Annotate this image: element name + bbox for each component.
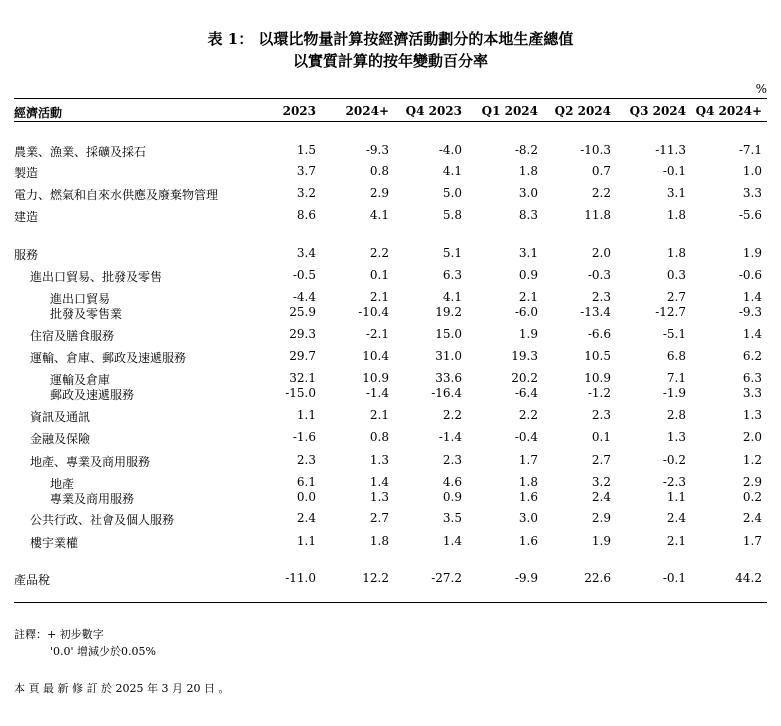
table-cell: 1.4 — [742, 327, 762, 341]
table-cell: 0.9 — [518, 268, 538, 282]
table-cell: -6.6 — [587, 327, 611, 341]
table-cell: 2.2 — [369, 246, 389, 260]
row-label: 製造 — [14, 166, 39, 180]
table-cell: -9.3 — [738, 305, 762, 319]
table-cell: -1.4 — [438, 430, 462, 444]
table-cell: 1.7 — [518, 453, 538, 467]
table-cell: 1.8 — [518, 475, 538, 489]
table-cell: 1.5 — [296, 143, 316, 157]
table-subtitle: 以實質計算的按年變動百分率 — [292, 52, 488, 70]
table-cell: 7.1 — [666, 371, 686, 385]
row-label: 產品稅 — [14, 573, 51, 587]
table-cell: 3.2 — [296, 186, 316, 200]
table-cell: 10.9 — [584, 371, 611, 385]
table-cell: 2.3 — [591, 408, 611, 422]
table-cell: 2.2 — [518, 408, 538, 422]
table-cell: 1.3 — [369, 490, 389, 504]
table-cell: 1.6 — [518, 534, 538, 548]
header-col-1: 2024+ — [345, 104, 389, 118]
table-title: 表 1： 以環比物量計算按經濟活動劃分的本地生產總值 — [207, 30, 574, 48]
table-cell: 3.3 — [742, 386, 762, 400]
header-col-6: Q4 2024+ — [695, 104, 762, 118]
table-cell: 2.8 — [666, 408, 686, 422]
table-cell: 33.6 — [435, 371, 462, 385]
header-col-4: Q2 2024 — [554, 104, 611, 118]
table-cell: 8.6 — [296, 208, 316, 222]
table-cell: 2.1 — [369, 408, 389, 422]
header-col-3: Q1 2024 — [481, 104, 538, 118]
table-cell: 3.1 — [518, 246, 538, 260]
row-label: 地產、專業及商用服務 — [30, 455, 151, 469]
header-activity: 經濟活動 — [14, 106, 63, 120]
table-cell: -1.6 — [292, 430, 316, 444]
table-cell: 6.1 — [296, 475, 316, 489]
table-cell: 44.2 — [735, 571, 762, 585]
table-cell: -5.6 — [738, 208, 762, 222]
table-cell: -0.6 — [738, 268, 762, 282]
table-cell: -10.4 — [358, 305, 389, 319]
table-cell: -0.5 — [292, 268, 316, 282]
table-cell: 1.3 — [369, 453, 389, 467]
table-cell: -0.3 — [587, 268, 611, 282]
table-cell: 10.4 — [362, 349, 389, 363]
row-label: 運輸及倉庫 — [50, 373, 111, 387]
table-cell: 2.1 — [369, 290, 389, 304]
table-cell: -27.2 — [431, 571, 462, 585]
table-cell: 0.0 — [296, 490, 316, 504]
row-label: 進出口貿易 — [50, 292, 111, 306]
table-cell: 3.7 — [296, 164, 316, 178]
table-cell: 3.5 — [442, 511, 462, 525]
table-cell: 3.2 — [591, 475, 611, 489]
row-label: 批發及零售業 — [50, 307, 123, 321]
table-cell: 12.2 — [362, 571, 389, 585]
table-cell: 1.6 — [518, 490, 538, 504]
table-cell: 0.7 — [591, 164, 611, 178]
table-cell: 2.1 — [666, 534, 686, 548]
table-cell: 2.9 — [369, 186, 389, 200]
row-label: 進出口貿易、批發及零售 — [30, 270, 163, 284]
table-cell: 1.9 — [518, 327, 538, 341]
table-cell: 1.0 — [742, 164, 762, 178]
row-label: 建造 — [14, 210, 39, 224]
table-cell: 2.3 — [296, 453, 316, 467]
table-cell: -1.4 — [365, 386, 389, 400]
row-label: 電力、燃氣和自來水供應及廢棄物管理 — [14, 188, 219, 202]
row-label: 服務 — [14, 248, 39, 262]
table-cell: 1.1 — [666, 490, 686, 504]
table-cell: 0.1 — [591, 430, 611, 444]
table-cell: 3.0 — [518, 511, 538, 525]
table-cell: 31.0 — [435, 349, 462, 363]
table-cell: 15.0 — [435, 327, 462, 341]
table-cell: 5.8 — [442, 208, 462, 222]
table-cell: 1.3 — [742, 408, 762, 422]
table-cell: 5.1 — [442, 246, 462, 260]
table-cell: 5.0 — [442, 186, 462, 200]
table-cell: 25.9 — [289, 305, 316, 319]
table-cell: 1.4 — [442, 534, 462, 548]
table-cell: 0.3 — [666, 268, 686, 282]
table-cell: 1.8 — [666, 208, 686, 222]
table-cell: -5.1 — [662, 327, 686, 341]
table-cell: 2.7 — [591, 453, 611, 467]
table-cell: -7.1 — [738, 143, 762, 157]
table-cell: 2.3 — [442, 453, 462, 467]
table-cell: 2.1 — [518, 290, 538, 304]
table-cell: 10.9 — [362, 371, 389, 385]
table-cell: 29.7 — [289, 349, 316, 363]
table-cell: 22.6 — [584, 571, 611, 585]
table-cell: 8.3 — [518, 208, 538, 222]
table-cell: 32.1 — [289, 371, 316, 385]
table-cell: 2.4 — [296, 511, 316, 525]
table-cell: 3.4 — [296, 246, 316, 260]
table-cell: 2.9 — [742, 475, 762, 489]
table-cell: 2.0 — [742, 430, 762, 444]
table-cell: 4.1 — [442, 164, 462, 178]
table-cell: -1.9 — [662, 386, 686, 400]
table-cell: 19.3 — [511, 349, 538, 363]
table-cell: -0.4 — [514, 430, 538, 444]
table-cell: -15.0 — [285, 386, 316, 400]
table-cell: 0.9 — [442, 490, 462, 504]
table-cell: -1.2 — [587, 386, 611, 400]
table-cell: 2.2 — [591, 186, 611, 200]
table-cell: 0.2 — [742, 490, 762, 504]
header-col-5: Q3 2024 — [629, 104, 686, 118]
table-cell: 19.2 — [435, 305, 462, 319]
table-cell: -9.3 — [365, 143, 389, 157]
last-updated: 本 頁 最 新 修 訂 於 2025 年 3 月 20 日 。 — [14, 682, 230, 695]
table-cell: -16.4 — [431, 386, 462, 400]
row-label: 金融及保險 — [30, 432, 91, 446]
header-col-2: Q4 2023 — [405, 104, 462, 118]
table-cell: 1.1 — [296, 534, 316, 548]
table-cell: -8.2 — [514, 143, 538, 157]
table-cell: 3.0 — [518, 186, 538, 200]
table-cell: 1.4 — [742, 290, 762, 304]
table-cell: 6.8 — [666, 349, 686, 363]
row-label: 住宿及膳食服務 — [30, 329, 115, 343]
table-cell: 2.3 — [591, 290, 611, 304]
row-label: 專業及商用服務 — [50, 492, 135, 506]
table-cell: 10.5 — [584, 349, 611, 363]
table-cell: -4.0 — [438, 143, 462, 157]
table-cell: -0.2 — [662, 453, 686, 467]
table-cell: 3.1 — [666, 186, 686, 200]
header-bottom-rule — [14, 121, 767, 122]
table-cell: 0.8 — [369, 164, 389, 178]
table-cell: 1.2 — [742, 453, 762, 467]
row-label: 樓宇業權 — [30, 536, 79, 550]
table-cell: -2.1 — [365, 327, 389, 341]
row-label: 資訊及通訊 — [30, 410, 91, 424]
footnote-provisional: 註釋：+ 初步數字 — [14, 628, 104, 641]
row-label: 地產 — [50, 477, 75, 491]
row-label: 公共行政、社會及個人服務 — [30, 513, 175, 527]
table-cell: 2.0 — [591, 246, 611, 260]
table-cell: 0.8 — [369, 430, 389, 444]
table-cell: 3.3 — [742, 186, 762, 200]
table-cell: -12.7 — [655, 305, 686, 319]
table-cell: -0.1 — [662, 164, 686, 178]
table-cell: 2.9 — [591, 511, 611, 525]
table-cell: -0.1 — [662, 571, 686, 585]
table-cell: 1.4 — [369, 475, 389, 489]
table-cell: 20.2 — [511, 371, 538, 385]
table-cell: 1.1 — [296, 408, 316, 422]
unit-label: % — [755, 82, 767, 96]
table-cell: 1.9 — [742, 246, 762, 260]
table-cell: -13.4 — [580, 305, 611, 319]
table-cell: 2.4 — [742, 511, 762, 525]
table-cell: 6.2 — [742, 349, 762, 363]
table-cell: -2.3 — [662, 475, 686, 489]
table-cell: -6.4 — [514, 386, 538, 400]
table-cell: 2.7 — [369, 511, 389, 525]
table-cell: 4.1 — [369, 208, 389, 222]
table-cell: 0.1 — [369, 268, 389, 282]
header-top-rule — [14, 98, 767, 99]
row-label: 運輸、倉庫、郵政及速遞服務 — [30, 351, 187, 365]
table-cell: 6.3 — [742, 371, 762, 385]
table-cell: 1.8 — [666, 246, 686, 260]
table-cell: 2.7 — [666, 290, 686, 304]
table-cell: 4.1 — [442, 290, 462, 304]
table-cell: 1.9 — [591, 534, 611, 548]
row-label: 郵政及速遞服務 — [50, 388, 135, 402]
table-cell: 2.4 — [666, 511, 686, 525]
table-cell: 4.6 — [442, 475, 462, 489]
header-col-0: 2023 — [282, 104, 316, 118]
table-cell: -10.3 — [580, 143, 611, 157]
table-cell: -9.9 — [514, 571, 538, 585]
table-cell: 1.7 — [742, 534, 762, 548]
table-cell: 1.8 — [518, 164, 538, 178]
table-cell: -11.3 — [655, 143, 686, 157]
table-cell: -6.0 — [514, 305, 538, 319]
table-cell: -11.0 — [285, 571, 316, 585]
table-bottom-rule — [14, 602, 767, 603]
footnote-zero: '0.0' 增減少於0.05% — [50, 645, 156, 658]
table-cell: 29.3 — [289, 327, 316, 341]
table-cell: 2.4 — [591, 490, 611, 504]
table-cell: 11.8 — [584, 208, 611, 222]
table-cell: 2.2 — [442, 408, 462, 422]
row-label: 農業、漁業、採礦及採石 — [14, 145, 147, 159]
table-cell: 1.3 — [666, 430, 686, 444]
table-cell: -4.4 — [292, 290, 316, 304]
table-cell: 6.3 — [442, 268, 462, 282]
table-cell: 1.8 — [369, 534, 389, 548]
